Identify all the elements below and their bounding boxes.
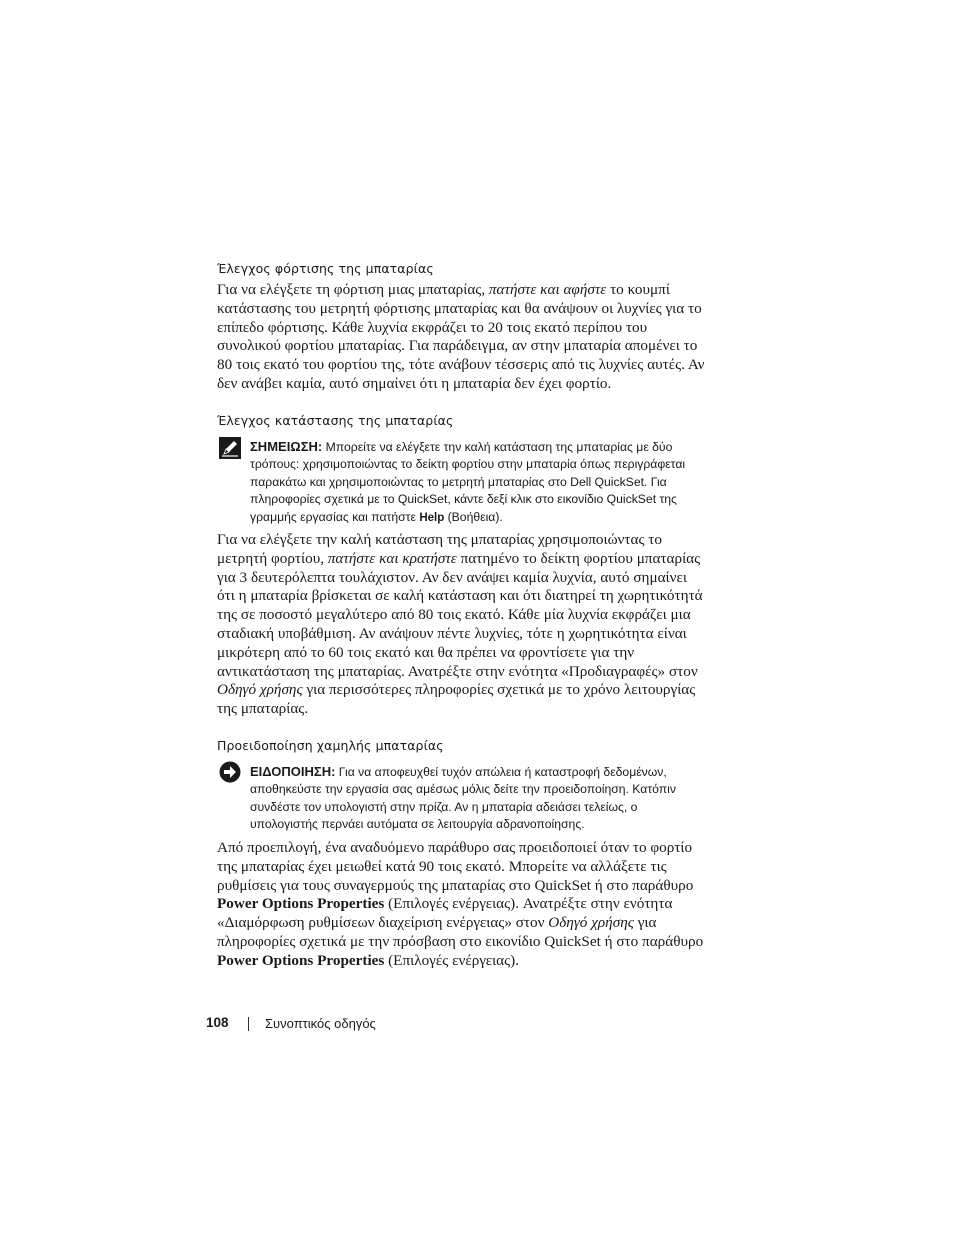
text-line [217, 550, 717, 569]
text-run: Για να ελέγξετε τη φόρτιση μιας μπαταρίας, [217, 281, 489, 298]
text-line: σταδιακή υποβάθμιση. Αν ανάψουν πέντε λυχνίες, τότε η χωρητικότητα είναι [217, 624, 687, 642]
text-line: ότι η μπαταρία βρίσκεται σε καλή κατάσταση και ότι διατηρεί τη χωρητικότητά [217, 587, 703, 605]
text-run: (Βοήθεια). [444, 509, 503, 524]
text-line: Για να ελέγξετε την καλή κατάσταση της μπαταρίας χρησιμοποιώντας το [217, 531, 662, 548]
note-pencil-icon [219, 437, 241, 459]
text-run: μετρητή φορτίου, [217, 549, 328, 567]
text-line: πληροφορίες σχετικά με την πρόσβαση στο εικονίδιο QuickSet ή στο παράθυρο [217, 932, 704, 950]
text-line: τρόπους: χρησιμοποιώντας το δείκτη φορτίου στην μπαταρία όπως περιγράφεται [250, 457, 686, 472]
text-line [217, 914, 717, 933]
text-line [250, 763, 720, 781]
text-line: συνολικού φορτίου μπαταρίας. Για παράδειγμα, αν στην μπαταρία απομένει το [217, 337, 698, 355]
text-line: της μπαταρίας. [217, 700, 309, 718]
page-number: 108 [206, 1015, 229, 1030]
text-run: (Επιλογές ενέργειας). [384, 951, 520, 969]
text-line: μικρότερη από το 60 τοις εκατό και θα πρέπει να φροντίσετε για την [217, 643, 635, 661]
notice-arrow-icon [219, 761, 241, 783]
bold-text: Power Options Properties [217, 951, 385, 969]
text-line [217, 952, 717, 971]
text-line: αντικατάσταση της μπαταρίας. Ανατρέξτε στην ενότητα «Προδιαγραφές» στον [217, 662, 698, 680]
emphasis-text: πατήστε και κρατήστε [327, 549, 457, 567]
paragraph-low-battery [217, 839, 717, 971]
notice-label: ΕΙΔΟΠΟΙΗΣΗ: [250, 764, 336, 779]
text-line: συνδέστε τον υπολογιστή στην πρίζα. Αν η μπαταρία αδειάσει τελείως, ο [250, 799, 638, 814]
section-heading-health-check: Έλεγχος κατάστασης της μπαταρίας [217, 413, 454, 428]
text-line: κατάστασης του μετρητή φόρτισης μπαταρίας και θα ανάψουν οι λυχνίες για το [217, 299, 702, 317]
section-heading-charge-check: Έλεγχος φόρτισης της μπαταρίας [217, 261, 434, 276]
text-line: πληροφορίες σχετικά με το QuickSet, κάντε δεξί κλικ στο εικονίδιο QuickSet της [250, 492, 677, 507]
text-run: πατημένο το δείκτη φορτίου μπαταρίας [456, 549, 701, 567]
text-line: 80 τοις εκατό του φορτίου της, τότε ανάβουν τέσσερις από τις λυχνίες αυτές. Αν [217, 356, 705, 374]
text-run: (Επιλογές ενέργειας). Ανατρέξτε στην ενότητα [384, 895, 673, 913]
emphasis-text: Οδηγό χρήσης [548, 914, 634, 932]
text-line: της μπαταρίας έχει μειωθεί κατά 90 τοις εκατό. Μπορείτε να αλλάξετε τις [217, 857, 667, 875]
notice-block [250, 763, 720, 834]
text-line [217, 281, 717, 300]
text-line: επίπεδο φόρτισης. Κάθε λυχνία εκφράζει το 20 τοις εκατό περίπου του [217, 318, 648, 336]
text-line [217, 895, 717, 914]
text-run: Για να αποφευχθεί τυχόν απώλεια ή καταστροφή δεδομένων, [335, 765, 667, 779]
text-line [250, 509, 720, 527]
emphasis-text: Οδηγό χρήσης [217, 681, 303, 699]
text-run: «Διαμόρφωση ρυθμίσεων διαχείριση ενέργειας» στον [217, 914, 549, 932]
help-label: Help [419, 511, 445, 524]
paragraph-charge-check [217, 281, 717, 394]
text-run: για [633, 914, 657, 932]
text-run: για περισσότερες πληροφορίες σχετικά με το χρόνο λειτουργίας [302, 681, 696, 699]
section-heading-low-battery: Προειδοποίηση χαμηλής μπαταρίας [217, 738, 444, 753]
text-line: ρυθμίσεις για τους συναγερμούς της μπαταρίας στο QuickSet ή στο παράθυρο [217, 876, 694, 894]
text-line: αποθηκεύστε την εργασία σας αμέσως μόλις δείτε την προειδοποίηση. Κατόπιν [250, 782, 676, 797]
note-block [250, 438, 720, 527]
text-line: για 3 δευτερόλεπτα τουλάχιστον. Αν δεν ανάψει καμία λυχνία, αυτό σημαίνει [217, 568, 687, 586]
text-run: το κουμπί [606, 281, 670, 298]
text-line [217, 681, 717, 700]
text-line: δεν ανάβει καμία, αυτό σημαίνει ότι η μπαταρία δεν έχει φορτίο. [217, 374, 612, 392]
text-line: της σε ποσοστό μεγαλύτερο από 80 τοις εκατό. Κάθε μία λυχνία εκφράζει μια [217, 606, 691, 624]
footer-title: Συνοπτικός οδηγός [265, 1016, 376, 1031]
text-line [250, 438, 720, 456]
note-label: ΣΗΜΕΙΩΣΗ: [250, 439, 323, 454]
text-line: υπολογιστής περνάει αυτόματα σε λειτουργία αδρανοποίησης. [250, 817, 585, 832]
text-run: Μπορείτε να ελέγξετε την καλή κατάσταση της μπαταρίας με δύο [322, 440, 673, 454]
text-line: παρακάτω και χρησιμοποιώντας το μετρητή μπαταρίας στο Dell QuickSet. Για [250, 474, 667, 489]
footer-divider [248, 1017, 249, 1031]
bold-text: Power Options Properties [217, 895, 385, 913]
paragraph-health-check [217, 531, 717, 719]
text-run: γραμμής εργασίας και πατήστε [250, 509, 420, 524]
emphasis-text: πατήστε και αφήστε [488, 281, 607, 298]
text-line: Από προεπιλογή, ένα αναδυόμενο παράθυρο σας προειδοποιεί όταν το φορτίο [217, 839, 693, 856]
